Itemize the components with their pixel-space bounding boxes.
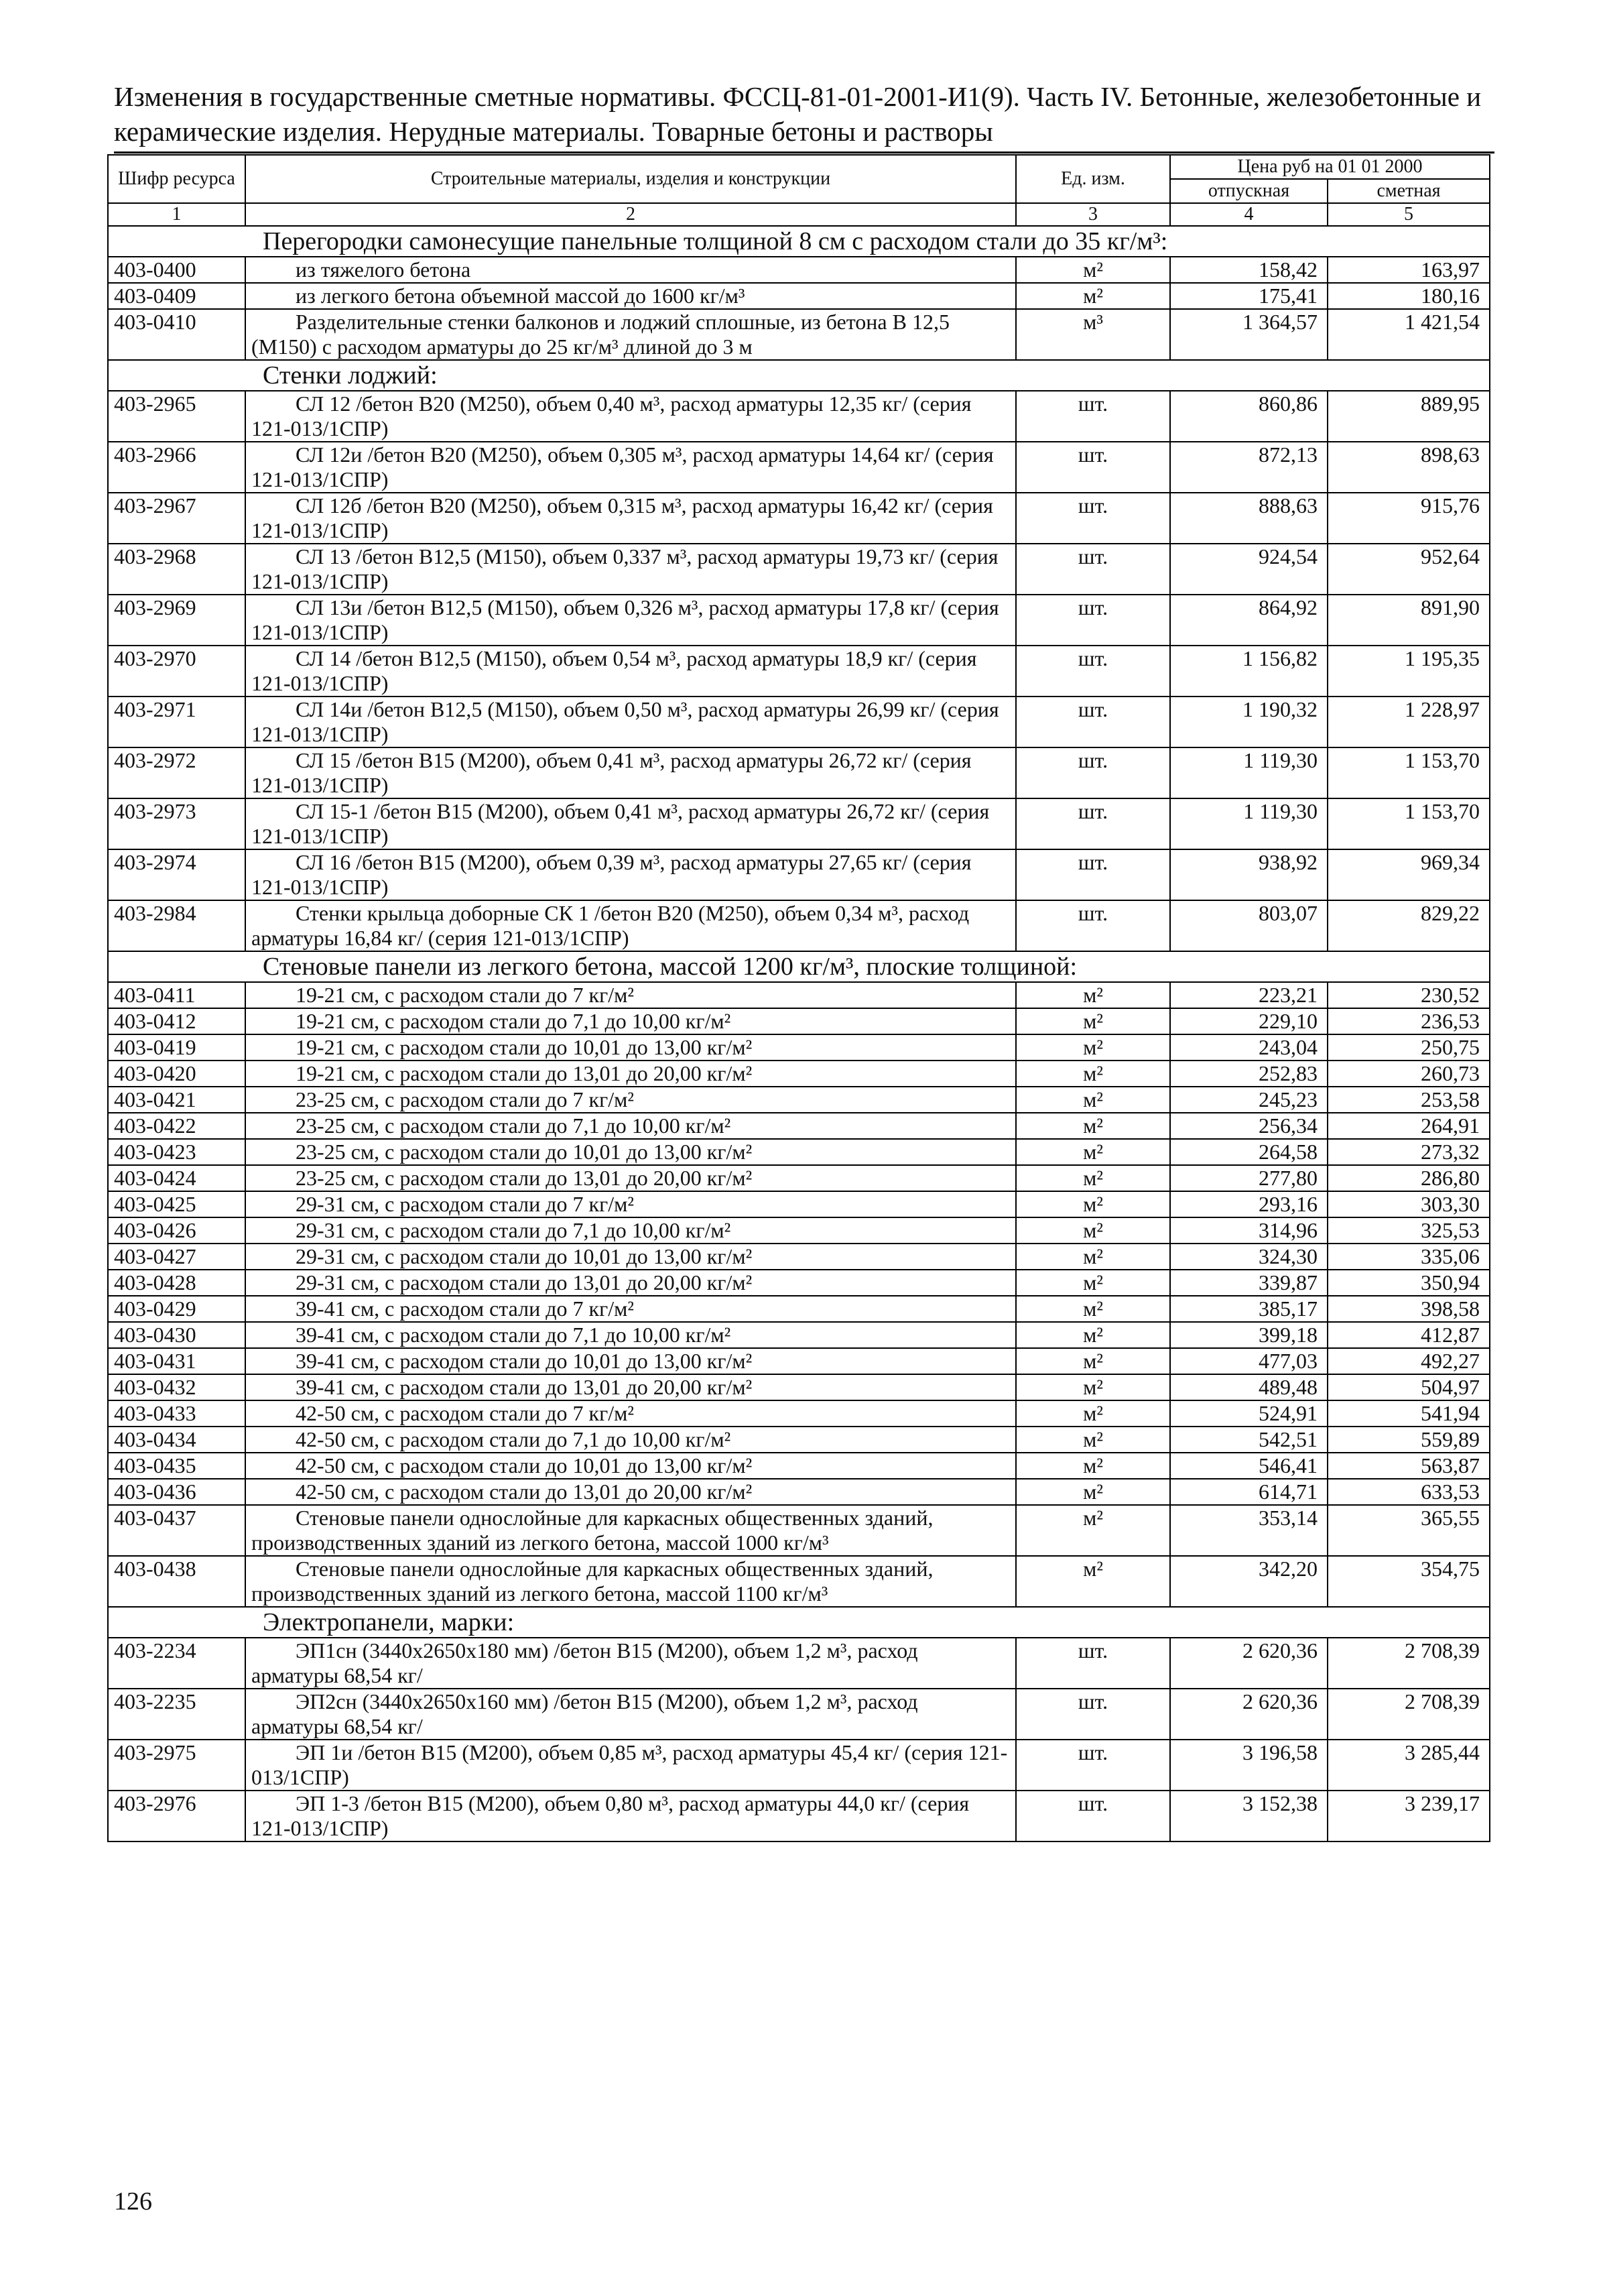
resource-code-cell: 403-0409 [108, 283, 245, 309]
unit-cell: м² [1016, 1453, 1170, 1479]
unit-cell: м² [1016, 1427, 1170, 1453]
resource-code-cell: 403-0431 [108, 1348, 245, 1374]
unit-cell: шт. [1016, 1791, 1170, 1841]
resource-code-cell: 403-2974 [108, 849, 245, 900]
resource-code-cell: 403-0427 [108, 1244, 245, 1270]
estimate-price-cell: 325,53 [1328, 1217, 1490, 1244]
header-release: отпускная [1170, 179, 1328, 203]
estimate-price-cell: 952,64 [1328, 544, 1490, 595]
release-price-cell: 353,14 [1170, 1505, 1328, 1556]
table-row [108, 595, 1490, 646]
estimate-price-cell: 915,76 [1328, 493, 1490, 544]
unit-cell: шт. [1016, 646, 1170, 697]
unit-cell: м² [1016, 1139, 1170, 1165]
release-price-cell: 489,48 [1170, 1374, 1328, 1400]
material-name-cell: из тяжелого бетона [245, 257, 1016, 283]
material-name-cell: СЛ 13и /бетон В12,5 (М150), объем 0,326 м³, расход арматуры 17,8 кг/ (серия 121-013/1СПР) [245, 595, 1016, 646]
release-price-cell: 477,03 [1170, 1348, 1328, 1374]
material-name-cell: Стеновые панели однослойные для каркасных общественных зданий, производственных зданий из легкого бетона, массой 1000 кг/м³ [245, 1505, 1016, 1556]
material-name-cell: ЭП1сн (3440х2650х180 мм) /бетон В15 (М200), объем 1,2 м³, расход арматуры 68,54 кг/ [245, 1638, 1016, 1689]
material-name-cell: 39-41 см, с расходом стали до 10,01 до 13,00 кг/м² [245, 1348, 1016, 1374]
unit-cell: шт. [1016, 798, 1170, 849]
column-number: 5 [1328, 203, 1490, 226]
material-name-cell: 23-25 см, с расходом стали до 10,01 до 13,00 кг/м² [245, 1139, 1016, 1165]
material-name-cell: 19-21 см, с расходом стали до 7,1 до 10,00 кг/м² [245, 1008, 1016, 1034]
section-row [108, 226, 1490, 257]
unit-cell: шт. [1016, 747, 1170, 798]
column-number: 3 [1016, 203, 1170, 226]
unit-cell: м³ [1016, 309, 1170, 360]
table-row [108, 798, 1490, 849]
unit-cell: шт. [1016, 391, 1170, 442]
column-number: 4 [1170, 203, 1328, 226]
unit-cell: шт. [1016, 900, 1170, 951]
release-price-cell: 324,30 [1170, 1244, 1328, 1270]
estimate-price-cell: 180,16 [1328, 283, 1490, 309]
table-body [108, 226, 1490, 1841]
table-row [108, 1479, 1490, 1505]
unit-cell: м² [1016, 1556, 1170, 1607]
resource-code-cell: 403-2965 [108, 391, 245, 442]
material-name-cell: из легкого бетона объемной массой до 1600 кг/м³ [245, 283, 1016, 309]
estimate-price-cell: 273,32 [1328, 1139, 1490, 1165]
unit-cell: шт. [1016, 1638, 1170, 1689]
header-estimate: сметная [1328, 179, 1490, 203]
release-price-cell: 264,58 [1170, 1139, 1328, 1165]
table-row [108, 1034, 1490, 1061]
table-row [108, 1638, 1490, 1689]
table-row [108, 1165, 1490, 1191]
table-row [108, 1374, 1490, 1400]
unit-cell: м² [1016, 1034, 1170, 1061]
estimate-price-cell: 1 421,54 [1328, 309, 1490, 360]
unit-cell: м² [1016, 1505, 1170, 1556]
unit-cell: шт. [1016, 1689, 1170, 1740]
release-price-cell: 256,34 [1170, 1113, 1328, 1139]
table-row [108, 1400, 1490, 1427]
unit-cell: м² [1016, 1191, 1170, 1217]
table-row [108, 900, 1490, 951]
material-name-cell: СЛ 12и /бетон В20 (М250), объем 0,305 м³, расход арматуры 14,64 кг/ (серия 121-013/1СПР) [245, 442, 1016, 493]
estimate-price-cell: 286,80 [1328, 1165, 1490, 1191]
unit-cell: м² [1016, 1270, 1170, 1296]
resource-code-cell: 403-0412 [108, 1008, 245, 1034]
estimate-price-cell: 260,73 [1328, 1061, 1490, 1087]
estimate-price-cell: 563,87 [1328, 1453, 1490, 1479]
resource-code-cell: 403-2234 [108, 1638, 245, 1689]
unit-cell: м² [1016, 1008, 1170, 1034]
resource-code-cell: 403-0433 [108, 1400, 245, 1427]
unit-cell: м² [1016, 1061, 1170, 1087]
estimate-price-cell: 365,55 [1328, 1505, 1490, 1556]
material-name-cell: СЛ 13 /бетон В12,5 (М150), объем 0,337 м³, расход арматуры 19,73 кг/ (серия 121-013/1СПР) [245, 544, 1016, 595]
table-row [108, 1244, 1490, 1270]
release-price-cell: 864,92 [1170, 595, 1328, 646]
resource-code-cell: 403-0420 [108, 1061, 245, 1087]
material-name-cell: Стеновые панели однослойные для каркасных общественных зданий, производственных зданий из легкого бетона, массой 1100 кг/м³ [245, 1556, 1016, 1607]
table-row [108, 1087, 1490, 1113]
unit-cell: м² [1016, 1296, 1170, 1322]
estimate-price-cell: 633,53 [1328, 1479, 1490, 1505]
section-title: Стенки лоджий: [108, 360, 1490, 391]
resource-code-cell: 403-0435 [108, 1453, 245, 1479]
release-price-cell: 614,71 [1170, 1479, 1328, 1505]
estimate-price-cell: 230,52 [1328, 982, 1490, 1008]
unit-cell: шт. [1016, 595, 1170, 646]
release-price-cell: 3 196,58 [1170, 1740, 1328, 1791]
release-price-cell: 243,04 [1170, 1034, 1328, 1061]
material-name-cell: Стенки крыльца доборные СК 1 /бетон В20 (М250), объем 0,34 м³, расход арматуры 16,84 кг/ (серия 121-013/1СПР) [245, 900, 1016, 951]
release-price-cell: 2 620,36 [1170, 1689, 1328, 1740]
material-name-cell: 23-25 см, с расходом стали до 7,1 до 10,00 кг/м² [245, 1113, 1016, 1139]
release-price-cell: 542,51 [1170, 1427, 1328, 1453]
estimate-price-cell: 250,75 [1328, 1034, 1490, 1061]
unit-cell: м² [1016, 1374, 1170, 1400]
resource-code-cell: 403-2971 [108, 697, 245, 747]
release-price-cell: 223,21 [1170, 982, 1328, 1008]
table-row [108, 1791, 1490, 1841]
table-row [108, 1139, 1490, 1165]
release-price-cell: 938,92 [1170, 849, 1328, 900]
material-name-cell: СЛ 14и /бетон В12,5 (М150), объем 0,50 м³, расход арматуры 26,99 кг/ (серия 121-013/1СПР) [245, 697, 1016, 747]
release-price-cell: 229,10 [1170, 1008, 1328, 1034]
material-name-cell: 23-25 см, с расходом стали до 7 кг/м² [245, 1087, 1016, 1113]
section-row [108, 1607, 1490, 1638]
estimate-price-cell: 829,22 [1328, 900, 1490, 951]
table-row [108, 1270, 1490, 1296]
material-name-cell: 42-50 см, с расходом стали до 10,01 до 13,00 кг/м² [245, 1453, 1016, 1479]
section-title: Стеновые панели из легкого бетона, массой 1200 кг/м³, плоские толщиной: [108, 951, 1490, 982]
estimate-price-cell: 354,75 [1328, 1556, 1490, 1607]
material-name-cell: СЛ 14 /бетон В12,5 (М150), объем 0,54 м³, расход арматуры 18,9 кг/ (серия 121-013/1СПР) [245, 646, 1016, 697]
material-name-cell: СЛ 15 /бетон В15 (М200), объем 0,41 м³, расход арматуры 26,72 кг/ (серия 121-013/1СПР) [245, 747, 1016, 798]
table-row [108, 1296, 1490, 1322]
estimate-price-cell: 3 285,44 [1328, 1740, 1490, 1791]
resource-code-cell: 403-0419 [108, 1034, 245, 1061]
estimate-price-cell: 412,87 [1328, 1322, 1490, 1348]
release-price-cell: 314,96 [1170, 1217, 1328, 1244]
resource-code-cell: 403-0421 [108, 1087, 245, 1113]
release-price-cell: 339,87 [1170, 1270, 1328, 1296]
column-number: 2 [245, 203, 1016, 226]
section-row [108, 360, 1490, 391]
unit-cell: м² [1016, 1479, 1170, 1505]
header-line-2: керамические изделия. Нерудные материалы. Товарные бетоны и растворы [114, 116, 993, 147]
table-row [108, 309, 1490, 360]
estimate-price-cell: 163,97 [1328, 257, 1490, 283]
material-name-cell: СЛ 15-1 /бетон В15 (М200), объем 0,41 м³, расход арматуры 26,72 кг/ (серия 121-013/1СПР) [245, 798, 1016, 849]
header-line-1: Изменения в государственные сметные нормативы. ФССЦ-81-01-2001-И1(9). Часть IV. Бетонные, железобетонные и [114, 81, 1482, 112]
resource-code-cell: 403-0411 [108, 982, 245, 1008]
estimate-price-cell: 889,95 [1328, 391, 1490, 442]
table-row [108, 1191, 1490, 1217]
release-price-cell: 524,91 [1170, 1400, 1328, 1427]
resource-code-cell: 403-0423 [108, 1139, 245, 1165]
material-name-cell: ЭП2сн (3440х2650х160 мм) /бетон В15 (М200), объем 1,2 м³, расход арматуры 68,54 кг/ [245, 1689, 1016, 1740]
release-price-cell: 342,20 [1170, 1556, 1328, 1607]
estimate-price-cell: 2 708,39 [1328, 1638, 1490, 1689]
resource-code-cell: 403-2235 [108, 1689, 245, 1740]
section-title: Электропанели, марки: [108, 1607, 1490, 1638]
estimate-price-cell: 335,06 [1328, 1244, 1490, 1270]
estimate-price-cell: 303,30 [1328, 1191, 1490, 1217]
release-price-cell: 3 152,38 [1170, 1791, 1328, 1841]
estimate-price-cell: 350,94 [1328, 1270, 1490, 1296]
resource-code-cell: 403-2973 [108, 798, 245, 849]
resource-code-cell: 403-0429 [108, 1296, 245, 1322]
estimate-price-cell: 1 228,97 [1328, 697, 1490, 747]
material-name-cell: СЛ 16 /бетон В15 (М200), объем 0,39 м³, расход арматуры 27,65 кг/ (серия 121-013/1СПР) [245, 849, 1016, 900]
material-name-cell: 29-31 см, с расходом стали до 7 кг/м² [245, 1191, 1016, 1217]
material-name-cell: ЭП 1-3 /бетон В15 (М200), объем 0,80 м³, расход арматуры 44,0 кг/ (серия 121-013/1СПР) [245, 1791, 1016, 1841]
header-name: Строительные материалы, изделия и конструкции [245, 155, 1016, 203]
estimate-price-cell: 559,89 [1328, 1427, 1490, 1453]
section-title: Перегородки самонесущие панельные толщиной 8 см с расходом стали до 35 кг/м³: [108, 226, 1490, 257]
release-price-cell: 245,23 [1170, 1087, 1328, 1113]
resource-code-cell: 403-2976 [108, 1791, 245, 1841]
material-name-cell: 29-31 см, с расходом стали до 7,1 до 10,00 кг/м² [245, 1217, 1016, 1244]
table-row [108, 283, 1490, 309]
release-price-cell: 2 620,36 [1170, 1638, 1328, 1689]
material-name-cell: 42-50 см, с расходом стали до 7 кг/м² [245, 1400, 1016, 1427]
table-row [108, 1505, 1490, 1556]
estimate-price-cell: 236,53 [1328, 1008, 1490, 1034]
header-price: Цена руб на 01 01 2000 [1170, 155, 1490, 179]
unit-cell: м² [1016, 1400, 1170, 1427]
material-name-cell: 42-50 см, с расходом стали до 13,01 до 20,00 кг/м² [245, 1479, 1016, 1505]
table-row [108, 982, 1490, 1008]
estimate-price-cell: 398,58 [1328, 1296, 1490, 1322]
unit-cell: м² [1016, 1087, 1170, 1113]
material-name-cell: 19-21 см, с расходом стали до 13,01 до 20,00 кг/м² [245, 1061, 1016, 1087]
material-name-cell: 23-25 см, с расходом стали до 13,01 до 20,00 кг/м² [245, 1165, 1016, 1191]
release-price-cell: 252,83 [1170, 1061, 1328, 1087]
resource-code-cell: 403-0424 [108, 1165, 245, 1191]
material-name-cell: 19-21 см, с расходом стали до 10,01 до 13,00 кг/м² [245, 1034, 1016, 1061]
table-row [108, 646, 1490, 697]
material-name-cell: Разделительные стенки балконов и лоджий сплошные, из бетона В 12,5 (М150) с расходом арматуры до 25 кг/м³ длиной до 3 м [245, 309, 1016, 360]
release-price-cell: 803,07 [1170, 900, 1328, 951]
resource-code-cell: 403-0434 [108, 1427, 245, 1453]
release-price-cell: 1 364,57 [1170, 309, 1328, 360]
table-row [108, 544, 1490, 595]
table-row [108, 391, 1490, 442]
resource-code-cell: 403-0426 [108, 1217, 245, 1244]
estimate-price-cell: 253,58 [1328, 1087, 1490, 1113]
material-name-cell: 39-41 см, с расходом стали до 7 кг/м² [245, 1296, 1016, 1322]
release-price-cell: 399,18 [1170, 1322, 1328, 1348]
table-row [108, 1453, 1490, 1479]
unit-cell: м² [1016, 1322, 1170, 1348]
material-name-cell: 29-31 см, с расходом стали до 10,01 до 13,00 кг/м² [245, 1244, 1016, 1270]
release-price-cell: 293,16 [1170, 1191, 1328, 1217]
resource-code-cell: 403-2972 [108, 747, 245, 798]
resource-code-cell: 403-2969 [108, 595, 245, 646]
table-row [108, 1740, 1490, 1791]
resource-code-cell: 403-0410 [108, 309, 245, 360]
estimate-price-cell: 541,94 [1328, 1400, 1490, 1427]
resource-code-cell: 403-2970 [108, 646, 245, 697]
release-price-cell: 277,80 [1170, 1165, 1328, 1191]
estimate-price-cell: 969,34 [1328, 849, 1490, 900]
table-row [108, 493, 1490, 544]
release-price-cell: 1 190,32 [1170, 697, 1328, 747]
release-price-cell: 872,13 [1170, 442, 1328, 493]
resource-code-cell: 403-0400 [108, 257, 245, 283]
material-name-cell: 42-50 см, с расходом стали до 7,1 до 10,00 кг/м² [245, 1427, 1016, 1453]
table-row [108, 1113, 1490, 1139]
column-number: 1 [108, 203, 245, 226]
table-row [108, 442, 1490, 493]
estimate-price-cell: 891,90 [1328, 595, 1490, 646]
release-price-cell: 1 119,30 [1170, 798, 1328, 849]
material-name-cell: 19-21 см, с расходом стали до 7 кг/м² [245, 982, 1016, 1008]
release-price-cell: 385,17 [1170, 1296, 1328, 1322]
release-price-cell: 158,42 [1170, 257, 1328, 283]
unit-cell: шт. [1016, 1740, 1170, 1791]
material-name-cell: ЭП 1и /бетон В15 (М200), объем 0,85 м³, расход арматуры 45,4 кг/ (серия 121-013/1СПР) [245, 1740, 1016, 1791]
release-price-cell: 924,54 [1170, 544, 1328, 595]
release-price-cell: 888,63 [1170, 493, 1328, 544]
table-head [108, 155, 1490, 226]
resource-code-cell: 403-0422 [108, 1113, 245, 1139]
unit-cell: м² [1016, 257, 1170, 283]
release-price-cell: 546,41 [1170, 1453, 1328, 1479]
unit-cell: шт. [1016, 697, 1170, 747]
material-name-cell: 39-41 см, с расходом стали до 7,1 до 10,00 кг/м² [245, 1322, 1016, 1348]
release-price-cell: 175,41 [1170, 283, 1328, 309]
resource-code-cell: 403-0428 [108, 1270, 245, 1296]
resource-code-cell: 403-0436 [108, 1479, 245, 1505]
resource-code-cell: 403-2975 [108, 1740, 245, 1791]
price-table [107, 154, 1490, 1842]
resource-code-cell: 403-2967 [108, 493, 245, 544]
estimate-price-cell: 898,63 [1328, 442, 1490, 493]
material-name-cell: СЛ 12 /бетон В20 (М250), объем 0,40 м³, расход арматуры 12,35 кг/ (серия 121-013/1СПР) [245, 391, 1016, 442]
unit-cell: м² [1016, 1113, 1170, 1139]
resource-code-cell: 403-0437 [108, 1505, 245, 1556]
header-code: Шифр ресурса [108, 155, 245, 203]
resource-code-cell: 403-0425 [108, 1191, 245, 1217]
page-number: 126 [114, 2187, 152, 2216]
unit-cell: шт. [1016, 544, 1170, 595]
material-name-cell: СЛ 12б /бетон В20 (М250), объем 0,315 м³, расход арматуры 16,42 кг/ (серия 121-013/1СПР) [245, 493, 1016, 544]
resource-code-cell: 403-2966 [108, 442, 245, 493]
unit-cell: шт. [1016, 493, 1170, 544]
table-row [108, 1061, 1490, 1087]
estimate-price-cell: 2 708,39 [1328, 1689, 1490, 1740]
estimate-price-cell: 1 153,70 [1328, 798, 1490, 849]
unit-cell: м² [1016, 1217, 1170, 1244]
table-row [108, 697, 1490, 747]
table-row [108, 257, 1490, 283]
unit-cell: м² [1016, 1165, 1170, 1191]
table-row [108, 1217, 1490, 1244]
estimate-price-cell: 264,91 [1328, 1113, 1490, 1139]
resource-code-cell: 403-2984 [108, 900, 245, 951]
unit-cell: шт. [1016, 849, 1170, 900]
estimate-price-cell: 492,27 [1328, 1348, 1490, 1374]
table-row [108, 849, 1490, 900]
estimate-price-cell: 504,97 [1328, 1374, 1490, 1400]
unit-cell: м² [1016, 982, 1170, 1008]
release-price-cell: 860,86 [1170, 391, 1328, 442]
header-unit: Ед. изм. [1016, 155, 1170, 203]
column-number-row [108, 203, 1490, 226]
estimate-price-cell: 1 195,35 [1328, 646, 1490, 697]
release-price-cell: 1 119,30 [1170, 747, 1328, 798]
estimate-price-cell: 3 239,17 [1328, 1791, 1490, 1841]
resource-code-cell: 403-0432 [108, 1374, 245, 1400]
material-name-cell: 29-31 см, с расходом стали до 13,01 до 20,00 кг/м² [245, 1270, 1016, 1296]
resource-code-cell: 403-0438 [108, 1556, 245, 1607]
resource-code-cell: 403-2968 [108, 544, 245, 595]
table-row [108, 747, 1490, 798]
table-row [108, 1322, 1490, 1348]
unit-cell: м² [1016, 1244, 1170, 1270]
table-row [108, 1348, 1490, 1374]
page-header [114, 79, 1494, 154]
estimate-price-cell: 1 153,70 [1328, 747, 1490, 798]
unit-cell: шт. [1016, 442, 1170, 493]
resource-code-cell: 403-0430 [108, 1322, 245, 1348]
unit-cell: м² [1016, 1348, 1170, 1374]
release-price-cell: 1 156,82 [1170, 646, 1328, 697]
table-row [108, 1689, 1490, 1740]
section-row [108, 951, 1490, 982]
unit-cell: м² [1016, 283, 1170, 309]
table-row [108, 1008, 1490, 1034]
table-row [108, 1427, 1490, 1453]
table-row [108, 1556, 1490, 1607]
material-name-cell: 39-41 см, с расходом стали до 13,01 до 20,00 кг/м² [245, 1374, 1016, 1400]
